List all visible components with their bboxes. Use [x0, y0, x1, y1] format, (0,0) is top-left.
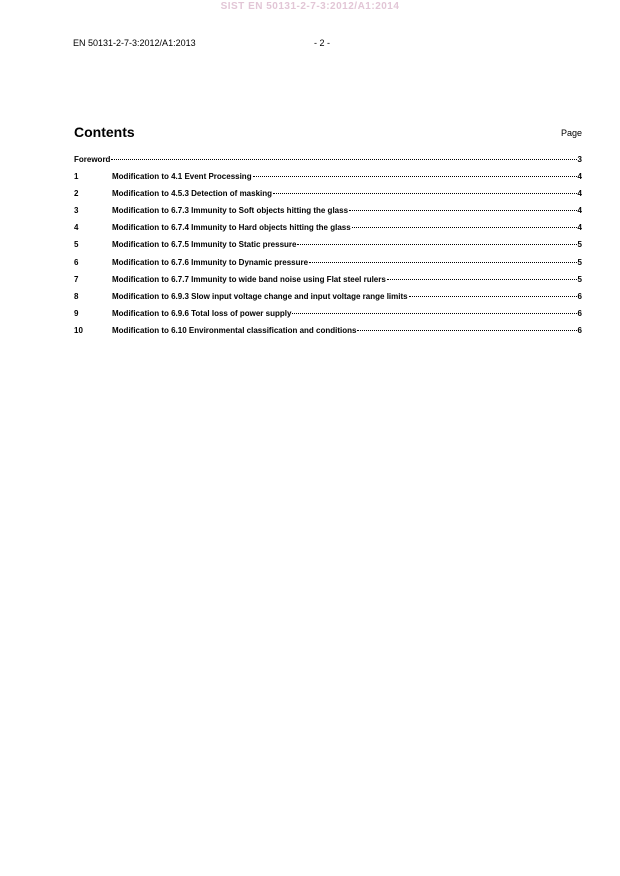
toc-entry[interactable]: [74, 240, 582, 257]
toc-entry-number: 8: [74, 291, 79, 301]
toc-entry-number: 4: [74, 223, 79, 233]
page-column-label: Page: [560, 128, 582, 138]
toc-dot-leader: [357, 330, 576, 331]
toc-entry-title: Modification to 6.7.3 Immunity to Soft objects hitting the glass: [112, 206, 349, 216]
toc-dot-leader: [352, 227, 577, 228]
toc-entry-page: 5: [577, 257, 582, 267]
toc-entry-page: 5: [577, 240, 582, 250]
toc-entry-title: Modification to 6.9.6 Total loss of power supply: [112, 308, 292, 318]
toc-dot-leader: [273, 193, 577, 194]
toc-entry-number: 2: [74, 189, 79, 199]
toc-entry-page: 6: [577, 325, 582, 335]
toc-entry[interactable]: [74, 189, 582, 206]
toc-entry-number: 7: [74, 274, 79, 284]
toc-entry-number: 10: [74, 325, 83, 335]
toc-entry[interactable]: [74, 155, 582, 172]
watermark: SIST EN 50131-2-7-3:2012/A1:2014: [220, 1, 400, 12]
toc-entry-number: 1: [74, 172, 79, 182]
toc-dot-leader: [409, 296, 577, 297]
toc-entry[interactable]: [74, 172, 582, 189]
toc-dot-leader: [253, 176, 577, 177]
toc-entry-title: Modification to 6.7.5 Immunity to Static pressure: [112, 240, 297, 250]
toc-entry-number: 9: [74, 308, 79, 318]
table-of-contents: [74, 155, 582, 343]
toc-entry-page: 5: [577, 274, 582, 284]
toc-entry-number: 3: [74, 206, 79, 216]
toc-entry-title: Foreword: [74, 155, 111, 164]
toc-entry[interactable]: [74, 223, 582, 240]
toc-entry-number: 5: [74, 240, 79, 250]
contents-heading: [74, 124, 582, 142]
toc-dot-leader: [387, 279, 577, 280]
contents-title: Contents: [74, 124, 135, 140]
toc-entry-page: 4: [577, 223, 582, 233]
toc-dot-leader: [309, 262, 577, 263]
toc-entry[interactable]: [74, 275, 582, 292]
toc-entry[interactable]: [74, 292, 582, 309]
toc-entry[interactable]: [74, 326, 582, 343]
toc-entry[interactable]: [74, 309, 582, 326]
toc-entry-title: Modification to 6.9.3 Slow input voltage change and input voltage range limits: [112, 291, 408, 301]
document-id: EN 50131-2-7-3:2012/A1:2013: [73, 38, 196, 48]
toc-entry-title: Modification to 6.7.7 Immunity to wide band noise using Flat steel rulers: [112, 274, 386, 284]
toc-entry-number: 6: [74, 257, 79, 267]
toc-entry-title: Modification to 6.10 Environmental classification and conditions: [112, 325, 357, 335]
toc-entry-page: 4: [577, 189, 582, 199]
toc-entry-title: Modification to 6.7.4 Immunity to Hard objects hitting the glass: [112, 223, 351, 233]
toc-dot-leader: [349, 210, 577, 211]
toc-dot-leader: [297, 244, 576, 245]
toc-entry-page: 3: [577, 155, 582, 164]
toc-entry[interactable]: [74, 206, 582, 223]
toc-entry-page: 4: [577, 206, 582, 216]
toc-entry-title: Modification to 6.7.6 Immunity to Dynamic pressure: [112, 257, 309, 267]
toc-entry-title: Modification to 4.1 Event Processing: [112, 172, 252, 182]
toc-dot-leader: [111, 159, 576, 160]
page-number: - 2 -: [314, 38, 331, 48]
toc-entry-page: 4: [577, 172, 582, 182]
toc-entry-page: 6: [577, 291, 582, 301]
toc-entry-title: Modification to 4.5.3 Detection of masking: [112, 189, 273, 199]
toc-entry[interactable]: [74, 258, 582, 275]
toc-dot-leader: [292, 313, 576, 314]
toc-entry-page: 6: [577, 308, 582, 318]
